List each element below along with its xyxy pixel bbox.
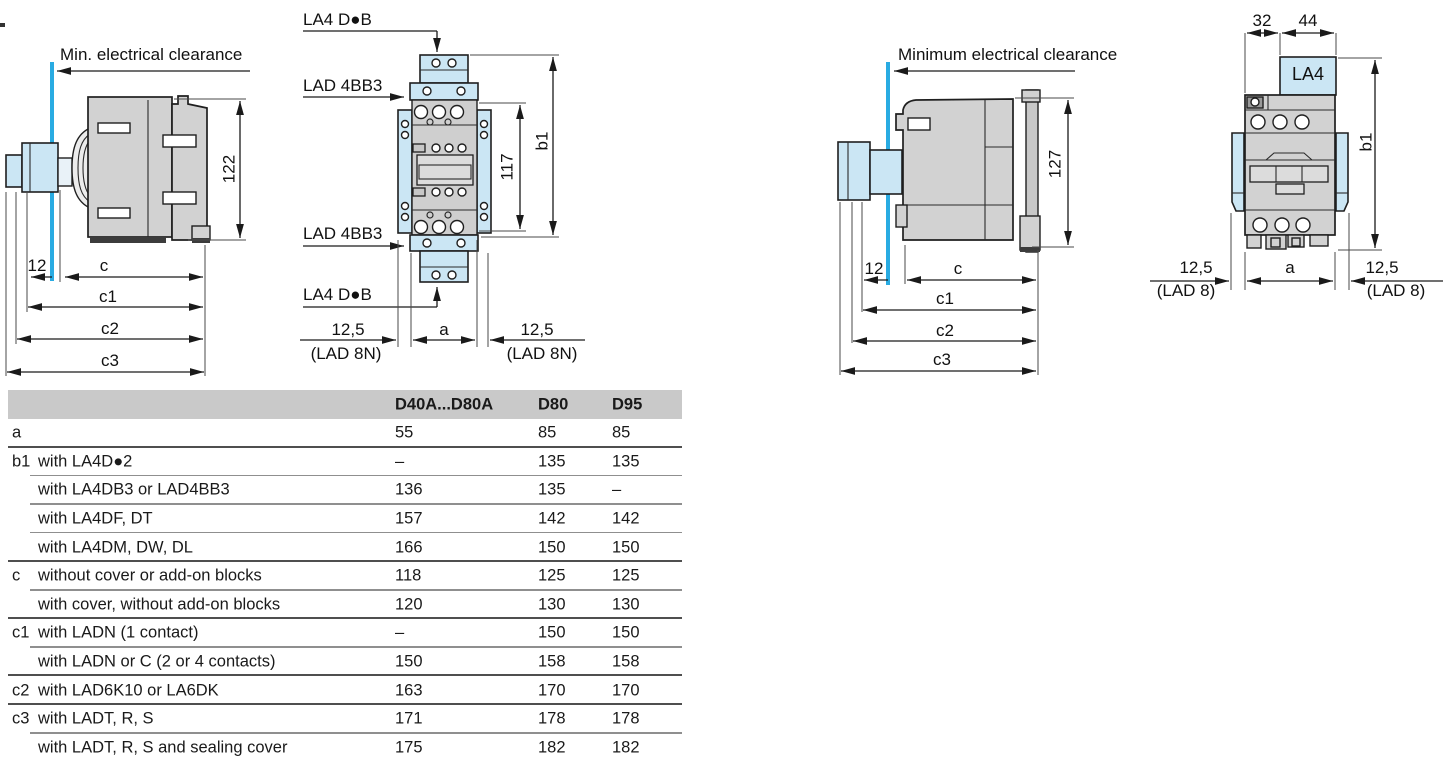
value-d95: – [612,480,622,499]
row-dim-label: b1 [12,452,31,471]
value-d40a: 166 [395,538,423,557]
value-d95: 150 [612,623,640,642]
value-d95: 125 [612,566,640,585]
dim-label-b1: b1 [532,131,552,151]
value-d95: 85 [612,423,631,442]
value-d80: 135 [538,452,566,471]
value-d80: 142 [538,509,566,528]
addon-block-side [6,143,72,192]
dim-label-b1: b1 [1356,132,1376,152]
dim-label-a: a [439,320,449,339]
value-d40a: 118 [395,566,422,585]
table-row [8,705,682,734]
table-header-row [8,390,682,419]
dim-note-lad8n-right: (LAD 8N) [506,344,578,363]
table-row [8,591,682,620]
value-d40a: – [395,452,405,471]
row-dim-label: a [12,423,22,442]
value-d95: 158 [612,652,640,671]
clearance-label-left: Min. electrical clearance [60,45,243,64]
table-row [8,448,682,477]
table-row [8,419,682,448]
row-description: with LADN or C (2 or 4 contacts) [38,652,276,671]
dim-label-32: 32 [1252,11,1272,30]
dim-label-44: 44 [1298,11,1318,30]
value-d95: 130 [612,595,640,614]
row-description: with LA4DM, DW, DL [38,538,193,557]
value-d40a: 157 [395,509,423,528]
dim-label-c1: c1 [99,287,117,306]
dim-label-122: 122 [219,154,239,184]
value-d80: 125 [538,566,566,585]
value-d95: 142 [612,509,640,528]
table-row [8,562,682,591]
table-row [8,619,682,648]
row-description: with LA4DF, DT [38,509,153,528]
table-row [8,533,682,562]
callout-la4db-top: LA4 D●B [303,10,372,29]
value-d95: 178 [612,709,640,728]
dim-label-c2: c2 [936,321,954,340]
contactor-body-side [72,96,210,243]
dim-label-12-5-left: 12,5 [331,320,365,339]
dim-label-117: 117 [497,153,517,181]
dim-label-12-5-right: 12,5 [520,320,554,339]
dimensions-table [8,390,682,762]
value-d95: 135 [612,452,640,471]
row-description: with LA4D●2 [38,452,133,471]
dim-label-c: c [99,256,109,275]
page-edge-artifact [0,23,5,27]
row-description: with LAD6K10 or LA6DK [38,681,219,700]
dim-note-lad8-left: (LAD 8) [1156,281,1216,300]
callout-lad4bb3-bottom: LAD 4BB3 [303,224,383,243]
row-description: without cover or add-on blocks [38,566,262,585]
dim-label-12: 12 [864,259,884,278]
dim-label-12-5-right: 12,5 [1365,258,1399,277]
dim-label-12-5-left: 12,5 [1179,258,1213,277]
dim-label-12: 12 [27,256,47,275]
dim-note-lad8n-left: (LAD 8N) [310,344,382,363]
dim-label-127: 127 [1045,149,1065,179]
row-description: with LADN (1 contact) [38,623,199,642]
dim-note-lad8-right: (LAD 8) [1366,281,1426,300]
value-d80: 150 [538,623,566,642]
contactor-body-front [1245,95,1335,249]
table-row [8,476,682,505]
value-d80: 178 [538,709,566,728]
callout-lad4bb3-top: LAD 4BB3 [303,76,383,95]
row-dim-label: c3 [12,709,30,728]
top-addon-block [410,55,478,100]
value-d95: 150 [612,538,640,557]
dim-label-c3: c3 [933,350,951,369]
dim-label-c3: c3 [101,351,119,370]
value-d40a: 136 [395,480,423,499]
column-header-d40a-d80a: D40A...D80A [395,395,494,413]
dim-label-c1: c1 [936,289,954,308]
value-d80: 135 [538,480,566,499]
dim-label-c2: c2 [101,319,119,338]
table-row [8,505,682,534]
value-d95: 182 [612,738,640,757]
row-dim-label: c [12,566,21,585]
row-description: with LA4DB3 or LAD4BB3 [38,480,230,499]
value-d80: 150 [538,538,566,557]
callout-la4db-bottom: LA4 D●B [303,285,372,304]
clearance-label-right: Minimum electrical clearance [898,45,1118,64]
row-description: with cover, without add-on blocks [38,595,281,614]
contactor-body-side [896,90,1040,252]
side-view-d80-drawing [838,62,1075,375]
value-d80: 158 [538,652,566,671]
value-d80: 182 [538,738,566,757]
value-d80: 130 [538,595,566,614]
value-d40a: 55 [395,423,414,442]
value-d80: 170 [538,681,566,700]
table-row [8,648,682,677]
value-d40a: – [395,623,405,642]
table-row [8,676,682,705]
contactor-body-front [412,100,477,235]
table-row [8,734,682,763]
addon-la4-label: LA4 [1291,64,1325,84]
row-dim-label: c1 [12,623,30,642]
value-d95: 170 [612,681,640,700]
side-view-d40-drawing [6,62,250,376]
value-d40a: 120 [395,595,423,614]
row-description: with LADT, R, S [38,709,154,728]
dim-label-c: c [953,259,963,278]
bottom-addon-block [410,235,478,282]
value-d40a: 163 [395,681,423,700]
addon-block-side [838,142,902,200]
row-description: with LADT, R, S and sealing cover [38,738,288,757]
dim-label-a: a [1285,258,1295,277]
value-d80: 85 [538,423,557,442]
value-d40a: 150 [395,652,423,671]
value-d40a: 171 [395,709,423,728]
value-d40a: 175 [395,738,423,757]
column-header-d80: D80 [538,395,569,413]
column-header-d95: D95 [612,395,643,413]
row-dim-label: c2 [12,681,30,700]
